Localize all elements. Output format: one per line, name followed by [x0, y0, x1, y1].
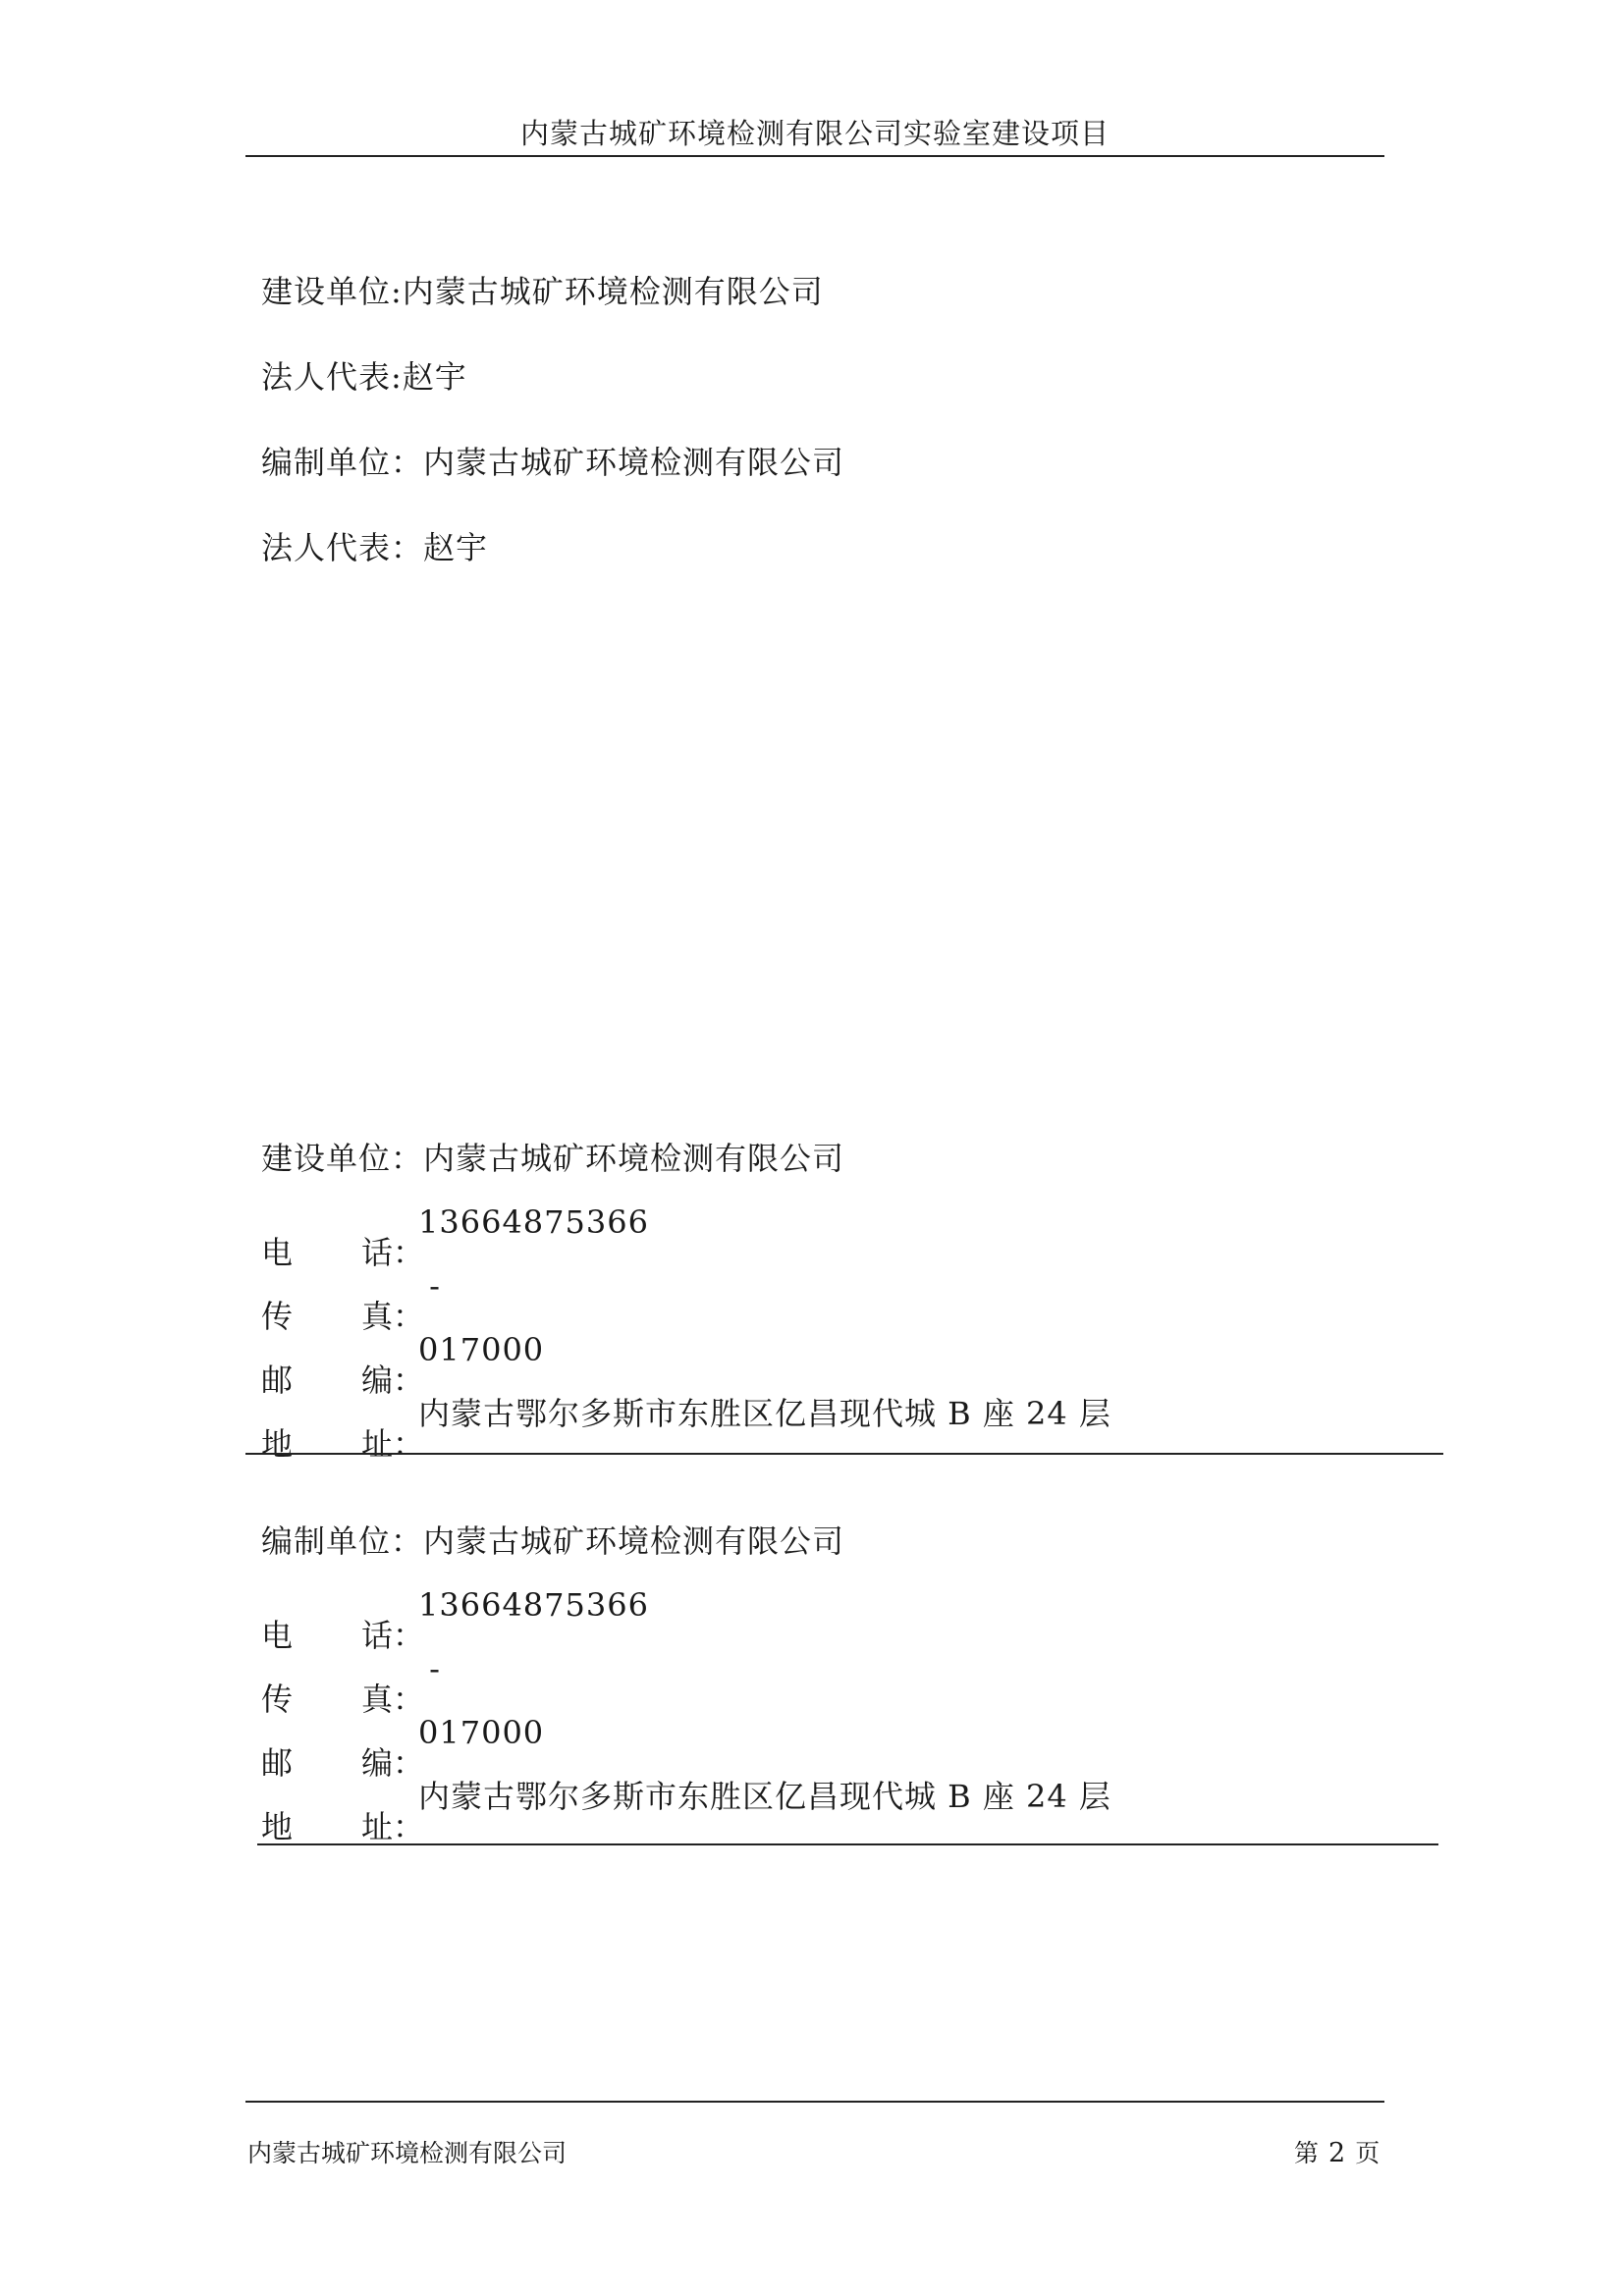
addr-label-c2: 址	[361, 1808, 395, 1845]
phone-value: 13664875366	[418, 1586, 649, 1624]
fax-label-c1: 传	[261, 1681, 295, 1718]
compiler-post-row	[261, 1713, 545, 1782]
post-label-c1: 邮	[261, 1744, 295, 1782]
compiler-addr-row	[261, 1777, 1111, 1845]
addr-label-c2: 址	[361, 1425, 395, 1463]
separator: ：	[393, 1362, 426, 1399]
separator: ：	[393, 1234, 426, 1271]
separator: ：	[393, 1744, 426, 1782]
separator: ：	[393, 1808, 426, 1845]
post-value: 017000	[418, 1331, 545, 1368]
addr-label-c1: 地	[261, 1808, 295, 1845]
post-label-c2: 编	[361, 1362, 395, 1399]
header-rule	[245, 155, 1384, 157]
compiler-fax-row	[261, 1649, 441, 1718]
fax-value: -	[418, 1267, 441, 1305]
page-suffix: 页	[1355, 2139, 1380, 2167]
page-prefix: 第	[1294, 2139, 1320, 2167]
builder-block-unit: 建设单位：内蒙古城矿环境检测有限公司	[261, 1140, 845, 1177]
compiler-block-rule	[257, 1843, 1438, 1845]
legal-rep-line-2: 法人代表：赵宇	[261, 529, 489, 566]
phone-label-c1: 电	[261, 1617, 295, 1654]
builder-unit-line: 建设单位:内蒙古城矿环境检测有限公司	[261, 273, 824, 310]
builder-phone-row	[261, 1202, 649, 1271]
compiler-unit-line: 编制单位：内蒙古城矿环境检测有限公司	[261, 444, 845, 481]
compiler-phone-row	[261, 1585, 649, 1654]
phone-value: 13664875366	[418, 1203, 649, 1241]
footer-rule	[245, 2101, 1384, 2103]
compiler-block-unit: 编制单位：内蒙古城矿环境检测有限公司	[261, 1522, 845, 1560]
phone-label-c1: 电	[261, 1234, 295, 1271]
legal-rep-line: 法人代表:赵宇	[261, 358, 467, 396]
phone-label-c2: 话	[361, 1617, 395, 1654]
separator: ：	[393, 1617, 426, 1654]
post-label-c1: 邮	[261, 1362, 295, 1399]
separator: ：	[393, 1681, 426, 1718]
page-header-title: 内蒙古城矿环境检测有限公司实验室建设项目	[519, 117, 1110, 150]
footer-page-number	[1294, 2138, 1380, 2169]
fax-label-c2: 真	[361, 1681, 395, 1718]
post-label-c2: 编	[361, 1744, 395, 1782]
fax-label-c1: 传	[261, 1298, 295, 1335]
builder-fax-row	[261, 1266, 441, 1335]
addr-value: 内蒙古鄂尔多斯市东胜区亿昌现代城 B 座 24 层	[418, 1395, 1111, 1432]
fax-label-c2: 真	[361, 1298, 395, 1335]
builder-post-row	[261, 1330, 545, 1399]
footer-company: 内蒙古城矿环境检测有限公司	[247, 2139, 568, 2167]
builder-addr-row	[261, 1394, 1111, 1463]
post-value: 017000	[418, 1714, 545, 1751]
phone-label-c2: 话	[361, 1234, 395, 1271]
fax-value: -	[418, 1650, 441, 1687]
separator: ：	[393, 1425, 426, 1463]
page-number: 2	[1328, 2138, 1346, 2168]
addr-value: 内蒙古鄂尔多斯市东胜区亿昌现代城 B 座 24 层	[418, 1778, 1111, 1815]
builder-block-rule	[245, 1453, 1443, 1455]
separator: ：	[393, 1298, 426, 1335]
addr-label-c1: 地	[261, 1425, 295, 1463]
